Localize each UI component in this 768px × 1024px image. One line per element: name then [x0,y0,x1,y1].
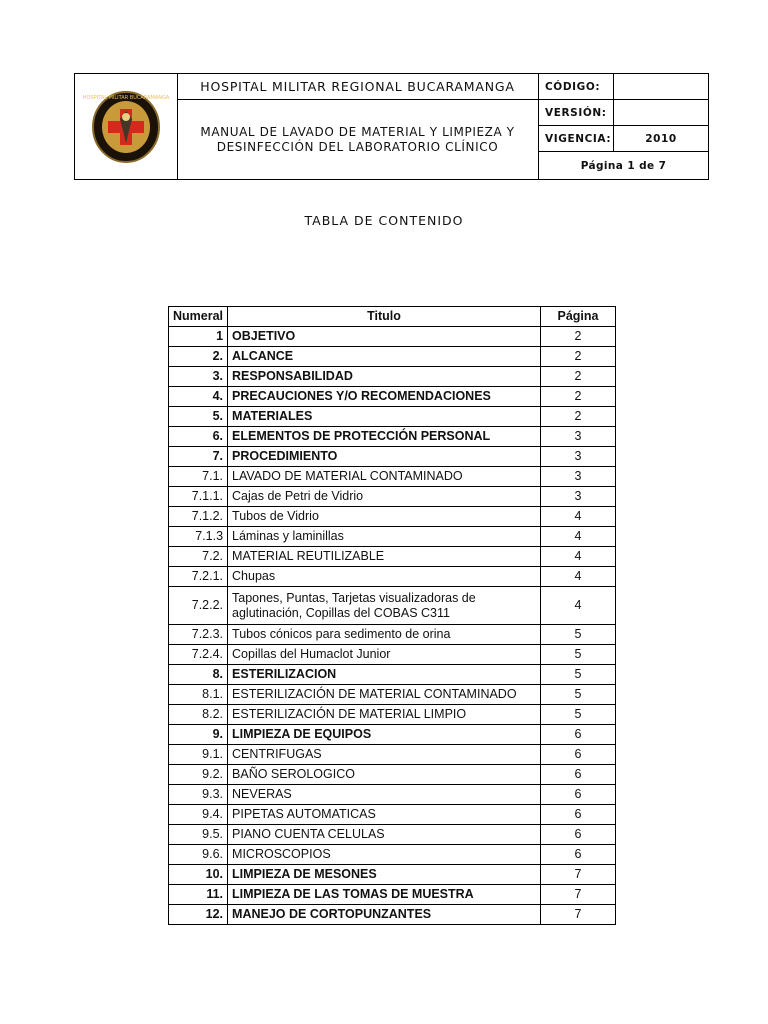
toc-page-number: 4 [541,527,616,547]
toc-entry-title: CENTRIFUGAS [228,745,541,765]
toc-page-number: 5 [541,625,616,645]
toc-entry-title: MATERIAL REUTILIZABLE [228,547,541,567]
toc-entry-title: OBJETIVO [228,327,541,347]
toc-numeral: 8.1. [169,685,228,705]
toc-page-number: 3 [541,467,616,487]
toc-numeral: 4. [169,387,228,407]
toc-numeral: 9.1. [169,745,228,765]
toc-row [169,745,616,765]
col-header-numeral: Numeral [169,307,228,327]
toc-row [169,327,616,347]
toc-row [169,507,616,527]
toc-entry-title: ELEMENTOS DE PROTECCIÓN PERSONAL [228,427,541,447]
manual-title-line2: DESINFECCIÓN DEL LABORATORIO CLÍNICO [216,139,499,154]
toc-entry-title: LIMPIEZA DE MESONES [228,865,541,885]
toc-numeral: 8. [169,665,228,685]
vigencia-label: VIGENCIA: [539,126,614,152]
toc-row [169,885,616,905]
toc-numeral: 7.1.1. [169,487,228,507]
toc-entry-title: ESTERILIZACIÓN DE MATERIAL CONTAMINADO [228,685,541,705]
toc-row [169,685,616,705]
toc-numeral: 9.4. [169,805,228,825]
toc-row [169,645,616,665]
toc-entry-title: NEVERAS [228,785,541,805]
toc-table [168,306,616,925]
toc-entry-title: Chupas [228,567,541,587]
hospital-seal-logo [82,89,170,165]
col-header-pagina: Página [541,307,616,327]
toc-heading: TABLA DE CONTENIDO [304,213,464,228]
toc-numeral: 12. [169,905,228,925]
toc-numeral: 10. [169,865,228,885]
logo-text: HOSPITAL MILITAR BUCARAMANGA [82,94,170,101]
toc-row [169,905,616,925]
toc-numeral: 7.1. [169,467,228,487]
toc-page-number: 6 [541,805,616,825]
manual-title [177,100,539,179]
toc-entry-title: ESTERILIZACIÓN DE MATERIAL LIMPIO [228,705,541,725]
toc-page-number: 3 [541,447,616,467]
toc-row [169,487,616,507]
toc-page-number: 2 [541,367,616,387]
toc-row [169,467,616,487]
toc-numeral: 9. [169,725,228,745]
toc-page-number: 5 [541,645,616,665]
toc-row [169,725,616,745]
toc-page-number: 3 [541,427,616,447]
toc-row [169,625,616,645]
toc-entry-title: Láminas y laminillas [228,527,541,547]
toc-page-number: 6 [541,745,616,765]
toc-entry-title: PIANO CUENTA CELULAS [228,825,541,845]
toc-page-number: 6 [541,845,616,865]
toc-page-number: 7 [541,865,616,885]
toc-page-number: 6 [541,725,616,745]
col-header-titulo: Titulo [228,307,541,327]
toc-numeral: 11. [169,885,228,905]
toc-entry-title: BAÑO SEROLOGICO [228,765,541,785]
toc-entry-title: PRECAUCIONES Y/O RECOMENDACIONES [228,387,541,407]
toc-row [169,845,616,865]
toc-row [169,785,616,805]
toc-row [169,347,616,367]
toc-entry-title: MICROSCOPIOS [228,845,541,865]
toc-numeral: 6. [169,427,228,447]
toc-page-number: 2 [541,407,616,427]
toc-numeral: 7.1.2. [169,507,228,527]
version-label: VERSIÓN: [539,100,614,126]
toc-numeral: 7. [169,447,228,467]
toc-row [169,547,616,567]
toc-numeral: 9.6. [169,845,228,865]
toc-page-number: 2 [541,387,616,407]
toc-page-number: 4 [541,587,616,625]
toc-numeral: 7.1.3 [169,527,228,547]
hospital-logo-cell [75,74,178,179]
toc-page-number: 6 [541,785,616,805]
toc-row [169,387,616,407]
toc-entry-title: PROCEDIMIENTO [228,447,541,467]
toc-page-number: 6 [541,765,616,785]
toc-numeral: 7.2.2. [169,587,228,625]
toc-row [169,765,616,785]
toc-numeral: 2. [169,347,228,367]
toc-page-number: 4 [541,547,616,567]
toc-entry-title: LIMPIEZA DE LAS TOMAS DE MUESTRA [228,885,541,905]
document-header [74,73,709,180]
toc-entry-title: MANEJO DE CORTOPUNZANTES [228,905,541,925]
page-indicator: Página 1 de 7 [580,159,667,172]
toc-row [169,447,616,467]
toc-header-row [169,307,616,327]
toc-numeral: 1 [169,327,228,347]
toc-page-number: 4 [541,567,616,587]
codigo-value [614,74,708,100]
toc-page-number: 5 [541,705,616,725]
toc-page-number: 4 [541,507,616,527]
toc-numeral: 5. [169,407,228,427]
toc-entry-title: MATERIALES [228,407,541,427]
toc-entry-title: Tubos cónicos para sedimento de orina [228,625,541,645]
toc-entry-title: PIPETAS AUTOMATICAS [228,805,541,825]
toc-row [169,665,616,685]
toc-row [169,567,616,587]
toc-body [169,327,616,925]
toc-row [169,427,616,447]
toc-page-number: 7 [541,905,616,925]
toc-row [169,587,616,625]
toc-entry-title: RESPONSABILIDAD [228,367,541,387]
toc-numeral: 7.2.4. [169,645,228,665]
toc-row [169,825,616,845]
toc-entry-title: ESTERILIZACION [228,665,541,685]
manual-title-line1: MANUAL DE LAVADO DE MATERIAL Y LIMPIEZA Y [200,124,515,139]
version-value [614,100,708,126]
toc-row [169,705,616,725]
toc-entry-title: ALCANCE [228,347,541,367]
toc-row [169,805,616,825]
toc-numeral: 9.3. [169,785,228,805]
hospital-name: HOSPITAL MILITAR REGIONAL BUCARAMANGA [177,74,539,100]
toc-numeral: 3. [169,367,228,387]
toc-numeral: 9.2. [169,765,228,785]
toc-row [169,865,616,885]
toc-row [169,527,616,547]
toc-page-number: 5 [541,685,616,705]
toc-numeral: 7.2.1. [169,567,228,587]
toc-page-number: 2 [541,347,616,367]
toc-entry-title: Copillas del Humaclot Junior [228,645,541,665]
toc-entry-title: LAVADO DE MATERIAL CONTAMINADO [228,467,541,487]
toc-page-number: 6 [541,825,616,845]
toc-numeral: 9.5. [169,825,228,845]
toc-row [169,407,616,427]
toc-numeral: 7.2. [169,547,228,567]
toc-numeral: 8.2. [169,705,228,725]
toc-row [169,367,616,387]
vigencia-value: 2010 [614,126,708,152]
toc-numeral: 7.2.3. [169,625,228,645]
toc-entry-title: LIMPIEZA DE EQUIPOS [228,725,541,745]
toc-entry-title: Tapones, Puntas, Tarjetas visualizadoras de aglutinación, Copillas del COBAS C311 [228,587,541,625]
toc-page-number: 2 [541,327,616,347]
toc-page-number: 5 [541,665,616,685]
codigo-label: CÓDIGO: [539,74,614,100]
toc-page-number: 7 [541,885,616,905]
toc-page-number: 3 [541,487,616,507]
toc-entry-title: Cajas de Petri de Vidrio [228,487,541,507]
toc-entry-title: Tubos de Vidrio [228,507,541,527]
